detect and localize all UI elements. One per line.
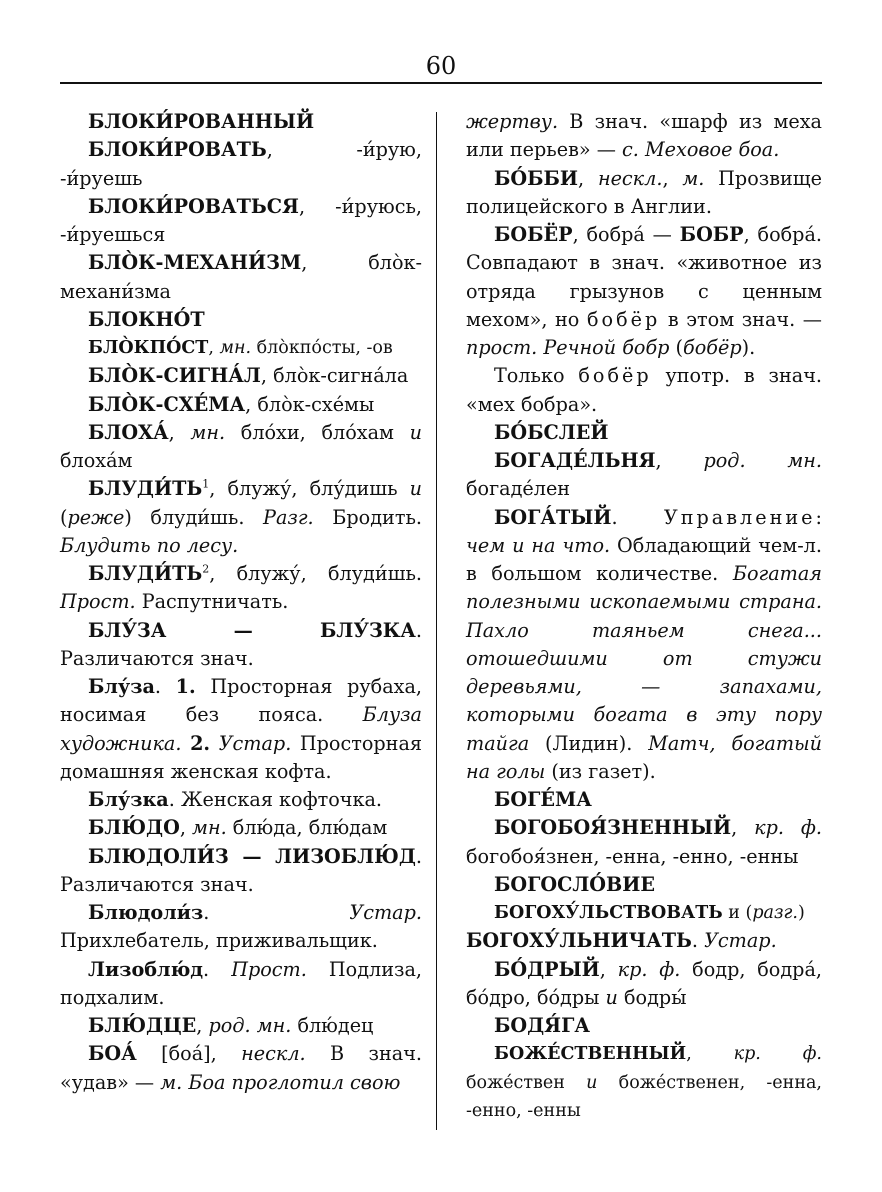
headword: БОГА́ТЫЙ [494, 505, 612, 529]
italic-text: Матч, богатый на голы [466, 731, 822, 783]
entry-text: Управление [663, 505, 816, 529]
entry-text: бобёр [586, 307, 661, 331]
headword: БОБЁР [494, 223, 573, 246]
dictionary-entry [60, 560, 422, 617]
dictionary-entry [466, 447, 822, 504]
entry-text: (Лидин). [529, 731, 649, 755]
italic-text: и [409, 420, 423, 444]
entry-text: блю́дец [291, 1014, 374, 1037]
entry-text: Распутничать. [135, 590, 289, 614]
dictionary-entry [466, 814, 822, 871]
headword: БОБР [679, 223, 744, 246]
italic-text: Богатая полезными ископаемыми страна. Пахло таяньем снега... отошедшими от стужи деревьями, — запахами, которыми богата в эту пору тайга [466, 562, 822, 755]
entry-text: ( [669, 336, 684, 359]
page-number: 60 [425, 52, 457, 80]
entry-text: , [662, 166, 683, 190]
right-column [466, 108, 822, 1125]
italic-text: нескл. [597, 166, 663, 190]
dictionary-entry [60, 673, 422, 786]
italic-text: род. мн. [703, 449, 823, 472]
headword: Лизоблю́д [88, 957, 204, 981]
dictionary-entry [60, 899, 422, 956]
headword: БО́ДРЫЙ [494, 957, 600, 981]
entry-text: , [196, 1014, 209, 1037]
entry-text: Бродить. [313, 505, 422, 529]
headword: БОДЯ́ГА [494, 1014, 590, 1037]
italic-text: жертву. [466, 110, 559, 133]
entry-text [181, 732, 190, 755]
italic-text: кр. ф. [617, 957, 681, 981]
dictionary-entry [60, 1040, 422, 1097]
entry-text: блоха́м [60, 449, 133, 472]
entry-text: Только [494, 364, 579, 388]
homonym-index: 1 [202, 477, 210, 491]
headword: БОГЕ́МА [494, 788, 592, 811]
dictionary-entry [60, 956, 422, 1013]
italic-text: Устар. [704, 929, 777, 953]
headword: Блу́зка [88, 788, 169, 811]
dictionary-entry [60, 617, 422, 674]
entry-text: . [611, 505, 664, 529]
headword: БОГОБОЯ́ЗНЕННЫЙ [494, 816, 732, 840]
entry-text: , -и́рую, -и́руешь [60, 138, 422, 190]
headword: БЛУДИ́ТЬ [88, 562, 203, 585]
entry-text: ( [60, 505, 68, 529]
italic-text: Разг. [263, 505, 314, 529]
dictionary-entry [466, 871, 822, 899]
italic-text: Прост. [231, 957, 307, 981]
entry-text: Обладающий чем-л. в большом количестве. [466, 533, 822, 585]
headword: БОГОСЛО́ВИЕ [494, 872, 655, 896]
entry-text: , [208, 338, 220, 358]
dictionary-entry [60, 475, 422, 560]
entry-text: ). [741, 336, 756, 359]
italic-text: бобёр [683, 336, 742, 359]
entry-text: В знач. «шарф из меха или перьев» — [466, 110, 822, 162]
headword: БЛУ́ЗА — БЛУ́ЗКА [88, 618, 416, 642]
italic-text: прост. [466, 336, 538, 359]
italic-text: Блудить по лесу. [60, 533, 239, 557]
header-rule [60, 82, 822, 84]
headword: 2. [190, 731, 211, 755]
dictionary-entry [466, 165, 822, 222]
entry-text: Просторная рубаха, носимая без пояса. [60, 675, 423, 727]
italic-text: реже [67, 505, 125, 529]
entry-text: боже́ственен, -енна, -енно, -енны [466, 1072, 822, 1121]
dictionary-entry [466, 956, 822, 1013]
entry-text: употр. в знач. «мех бобра». [466, 364, 822, 416]
entry-text: . [154, 675, 176, 698]
headword: БОГОХУ́ЛЬСТВОВАТЬ [494, 903, 723, 923]
entry-text: боже́ствен [466, 1072, 587, 1093]
entry-text: , [599, 957, 618, 981]
entry-text: , -и́руюсь, -и́руешься [60, 194, 422, 246]
italic-text: мн. [219, 338, 252, 358]
dictionary-entry [60, 786, 422, 814]
italic-text: и [512, 533, 525, 557]
italic-text: м. [160, 1070, 183, 1094]
headword: БЛО̀КПО́СТ [88, 338, 209, 358]
dictionary-entry [60, 419, 422, 476]
headword: БОЖЕ́СТВЕННЫЙ [494, 1044, 687, 1065]
entry-text: . Различаются знач. [60, 618, 422, 670]
italic-text: Устар. [218, 731, 292, 755]
italic-text: мн. [190, 420, 226, 444]
entry-text: , блужу́, блу́дишь [209, 477, 410, 501]
entry-text: , бобра́. Совпадают в знач. «животное из отряда грызунов с ценным мехом», но [466, 223, 822, 331]
dictionary-entry [466, 419, 822, 447]
headword: БЛО̀К-МЕХАНИ́ЗМ [88, 251, 302, 275]
entry-text: Подлиза, подхалим. [60, 957, 422, 1009]
italic-text: Меховое боа. [645, 138, 780, 162]
headword: Блюдоли́з [88, 901, 204, 924]
entry-text: Прихлебатель, приживальщик. [60, 929, 378, 953]
entry-text: Просторная домашняя женская кофта. [60, 731, 423, 783]
italic-text: Устар. [349, 901, 422, 924]
italic-text: и [605, 985, 618, 1009]
italic-text: Боа проглотил свою [188, 1070, 401, 1094]
dictionary-entry [466, 221, 822, 362]
entry-text: , [686, 1044, 734, 1065]
left-column [60, 108, 422, 1097]
entry-text: . [691, 929, 705, 953]
dictionary-entry [60, 108, 422, 136]
entry-text: богобоя́знен, -енна, -енно, -енны [466, 844, 799, 868]
headword: БЛОКНО́Т [88, 307, 205, 331]
headword: БЛОКИ́РОВАТЬ [88, 138, 267, 162]
dictionary-entry [60, 391, 422, 419]
homonym-index: 2 [202, 562, 210, 576]
headword: БЛОКИ́РОВАННЫЙ [88, 110, 315, 133]
dictionary-entry [60, 843, 422, 900]
italic-text: нескл. [241, 1042, 306, 1066]
entry-text: В знач. «удав» — [60, 1042, 423, 1094]
headword: БЛУДИ́ТЬ [88, 477, 203, 501]
italic-text: и [409, 477, 422, 501]
headword: БО́БСЛЕЙ [494, 420, 609, 444]
dictionary-entry [466, 362, 822, 419]
dictionary-entry [466, 899, 822, 927]
italic-text: и [586, 1072, 598, 1093]
dictionary-entry [466, 1040, 822, 1125]
entry-text: , блужу́, блуди́шь. [209, 562, 422, 585]
headword: БОГОХУ́ЛЬНИЧАТЬ [466, 929, 692, 953]
entry-text [210, 732, 219, 755]
italic-text: Прост. [60, 590, 136, 614]
column-divider [436, 112, 437, 1130]
dictionary-entry [60, 136, 422, 193]
italic-text: мн. [192, 816, 227, 840]
italic-text: с. [622, 138, 639, 162]
entry-text: : [815, 505, 822, 529]
entry-text: , [168, 420, 191, 444]
entry-text: , [179, 816, 193, 840]
italic-text: м. [682, 166, 705, 190]
headword: БЛЮДОЛИ́З — ЛИЗОБЛЮ́Д [88, 844, 416, 868]
headword: БЛЮ́ДЦЕ [88, 1014, 197, 1037]
italic-text: Блуза художника. [60, 703, 422, 755]
dictionary-entry [466, 1012, 822, 1040]
entry-text: бодры́ [617, 985, 687, 1009]
headword: БЛОХА́ [88, 420, 169, 444]
italic-text: Речной бобр [543, 336, 670, 359]
italic-text: разг. [752, 903, 798, 923]
entry-text: . [203, 901, 350, 924]
dictionary-entry [60, 249, 422, 306]
italic-text: кр. ф. [733, 1044, 822, 1065]
entry-text: бло̀кпо́сты, -ов [251, 338, 393, 358]
headword: БОА́ [88, 1042, 137, 1066]
dictionary-entry [60, 334, 422, 362]
headword: БОГАДЕ́ЛЬНЯ [494, 449, 656, 472]
dictionary-entry [60, 193, 422, 250]
headword: 1. [175, 675, 196, 698]
italic-text: чем [466, 533, 506, 557]
headword: БЛО̀К-СХЕ́МА [88, 392, 246, 416]
dictionary-entry [60, 362, 422, 390]
dictionary-entry [466, 108, 822, 165]
dictionary-entry [466, 786, 822, 814]
entry-text: и ( [722, 903, 753, 923]
entry-text: (из газет). [545, 759, 656, 783]
entry-text: , бобра́ — [572, 223, 680, 246]
headword: БО́ББИ [494, 166, 579, 190]
dictionary-entry [466, 504, 822, 787]
headword: Блу́за [88, 675, 155, 698]
headword: БЛОКИ́РОВАТЬСЯ [88, 194, 299, 218]
entry-text: . Различаются знач. [60, 844, 422, 896]
entry-text: в этом знач. — [660, 307, 822, 331]
entry-text: . [203, 957, 232, 981]
entry-text: Прозвище полицейского в Англии. [466, 166, 822, 218]
entry-text: , [578, 166, 598, 190]
italic-text: на что. [531, 533, 611, 557]
entry-text: , бло̀к-механи́зма [60, 251, 422, 303]
entry-text: бодр, бодра́, бо́дро, бо́дры [466, 957, 822, 1009]
entry-text: ) [797, 903, 805, 923]
italic-text: кр. ф. [754, 816, 822, 840]
dictionary-entry [466, 927, 822, 955]
dictionary-entry [60, 306, 422, 334]
entry-text: ) блуди́шь. [124, 505, 264, 529]
entry-text: бобёр [578, 364, 652, 388]
entry-text: блю́да, блю́дам [226, 816, 388, 840]
dictionary-entry [60, 1012, 422, 1040]
entry-text: , [655, 449, 704, 472]
italic-text: род. мн. [208, 1014, 292, 1037]
entry-text: , бло̀к-схе́мы [245, 392, 375, 416]
headword: БЛЮ́ДО [88, 816, 180, 840]
entry-text: бло́хи, бло́хам [225, 420, 410, 444]
entry-text: [боа́], [136, 1042, 242, 1066]
headword: БЛО̀К-СИГНА́Л [88, 364, 261, 388]
dictionary-entry [60, 814, 422, 842]
entry-text: . Женская кофточка. [168, 788, 382, 811]
entry-text: богаде́лен [466, 477, 571, 501]
entry-text: , бло̀к-сигна́ла [260, 364, 409, 388]
entry-text: , [731, 816, 755, 840]
